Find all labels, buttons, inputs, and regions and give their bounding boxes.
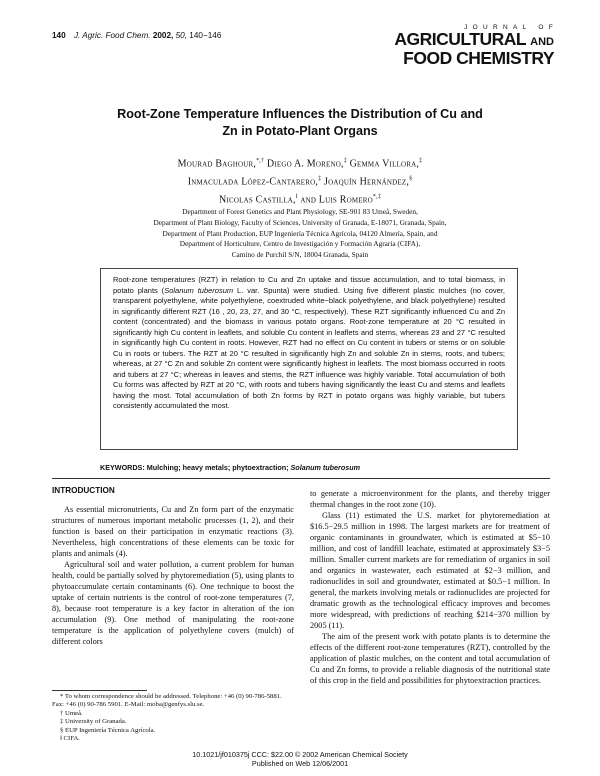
journal-volume: 50, xyxy=(175,31,187,40)
affiliation-line: Camino de Purchil S/N, 18004 Granada, Spain xyxy=(231,250,369,260)
keywords-text: Mulching; heavy metals; phytoextraction; xyxy=(146,463,289,472)
author-mark: *,‡ xyxy=(372,193,381,200)
affiliation-line: Department of Plant Biology, Faculty of Sciences, University of Granada, E-18071, Granada, Spain, xyxy=(153,217,447,227)
author-name: Mourad Baghour, xyxy=(177,158,257,170)
footnote-divider xyxy=(52,690,147,691)
journal-year: 2002, xyxy=(152,31,174,40)
body-paragraph: The aim of the present work with potato plants is to determine the effects of the different root-zone temperatures (RZT), controlled by the application of plastic mulches, on the content and total accumulation of Cu and Zn forms, to provide a reliable diagnosis of the nutritional state of this crop in the field and possibilities for phytoextraction practices. xyxy=(310,632,550,685)
logo-line-1: JOURNAL OF xyxy=(464,24,558,31)
affiliation-line: Department of Plant Production, EUP Ingeniería Técnica Agrícola, 04120 Almería, Spain, and xyxy=(162,228,438,238)
title-line-1: Root-Zone Temperature Influences the Distribution of Cu and xyxy=(117,107,483,121)
abstract-species: Solanum tuberosum xyxy=(164,285,234,295)
author-name: Joaquín Hernández, xyxy=(324,176,410,188)
abstract-box xyxy=(100,268,518,450)
section-heading: INTRODUCTION xyxy=(52,486,115,495)
right-column xyxy=(310,488,550,686)
doi-line: 10.1021/jf010375j CCC: $22.00 © 2002 American Chemical Society xyxy=(192,750,408,759)
keywords-label: KEYWORDS: xyxy=(100,463,145,472)
journal-pages: 140−146 xyxy=(189,31,222,40)
abstract-text-1: Root-zone temperatures (RZT) in relation to Cu and Zn uptake and tissue accumulation, and to total biomass, in potato plants ( xyxy=(113,275,505,295)
body-paragraph: Agricultural soil and water pollution, a current problem for human health, could be partially solved by phytoremediation (5), using plants to phytoaccumulate certain contaminants (6). One technique to boost the uptake of certain nutrients is the control of root-zone temperatures (7, 8), because root temperature is a key factor in alteration of the ion accumulation (9). One method of manipulating the root-zone temperature is the application of polyethylene covers (mulch) of different colors xyxy=(52,560,294,646)
divider xyxy=(52,478,550,479)
author-name: Diego A. Moreno, xyxy=(266,158,344,170)
affiliation-line: Department of Horticulture, Centro de Investigación y Formación Agraria (CIFA), xyxy=(179,239,421,249)
author-mark: ‖ xyxy=(295,193,298,200)
article-title xyxy=(60,106,540,140)
footnote: † Umeå. xyxy=(60,709,83,717)
title-line-2: Zn in Potato-Plant Organs xyxy=(222,124,378,138)
logo-and: AND xyxy=(530,36,554,48)
author-mark: *,† xyxy=(256,158,265,164)
affiliations xyxy=(60,207,540,261)
affiliation-line: Department of Forest Genetics and Plant Physiology, SE-901 83 Umeå, Sweden, xyxy=(182,207,418,216)
author-mark: ‡ xyxy=(318,175,322,182)
logo-agricultural: AGRICULTURAL xyxy=(394,29,526,49)
page-footer xyxy=(0,750,600,768)
footnotes xyxy=(52,693,294,743)
author-mark: ‡ xyxy=(343,158,347,164)
left-column xyxy=(52,486,294,647)
author-mark: § xyxy=(409,175,413,182)
footnote: * To whom correspondence should be addressed. Telephone: +46 (0) 90-786-5881. Fax: +46 (0) 90-786 5901. E-Mail: moba@genfys.slu.se. xyxy=(52,693,282,709)
body-paragraph: to generate a microenvironment for the plants, and thereby trigger thermal changes in the root zone (10). xyxy=(310,489,550,509)
author-list xyxy=(60,154,540,207)
body-paragraph: Glass (11) estimated the U.S. market for phytoremediation at $16.5−29.5 million in 1998. The largest markets are for treatment of organic contaminants in groundwater, which is estimated at $5−10 million, and cost of landfill leachate, estimated at approximately $3−5 million. Smaller current markets are for remediation of organics in soil and organics in wastewater, each estimated at $2−3 million, and radionuclides in soil and groundwater, estimated at $0.5−1 million. In general, the markets involving metals or radionuclides are projected for dramatic growth as the technological efficacy improves and becomes more widespread, with predictions of reaching $214−370 million by 2005 (11). xyxy=(310,511,550,630)
logo-line-3: FOOD CHEMISTRY xyxy=(403,48,554,68)
author-mark: ‡ xyxy=(419,158,423,164)
keywords-species: Solanum tuberosum xyxy=(290,463,361,472)
author-name: and Luis Romero xyxy=(300,193,373,205)
abstract-text-2: L. var. Spunta) were studied. Using five different plastic mulches (no cover, transparent polyethylene, white polyethylene, coextruded white−black polyethylene, and black polyethylene) resulted in significantly different RZT (16 , 20, 23, 27, and 30 °C, respectively). These RZT significantly influenced Cu and Zn content (concentrated) and the biomass in various potato organs. Root-zone temperature at 20 °C resulted in significantly high Cu content in leaflets, and soluble Cu content in leaflets and stems, whereas 23 and 27 °C resulted in significantly high Cu content in roots. However, RZT had no effect on Cu content in tubers or stems or on soluble Cu in roots or tubers. The RZT at 20 °C resulted in significantly high Zn and soluble Zn in stems, roots, and tubers; whereas, at 27 °C Zn and soluble Zn content were significantly highest in leaflets. The most biomass occurred in roots and tubers at 27 °C; whereas in leaves and stems, the RZT influence was highly variable. Total accumulation of both Cu forms was affected by RZT at 20 °C, with roots and tubers having significantly the least Cu and stems and leaflets having the most. Total accumulation of both Zn forms by RZT in potato organs was highly variable, but tubers consistently accumulated the most. xyxy=(113,285,506,410)
body-paragraph: As essential micronutrients, Cu and Zn form part of the enzymatic structures of numerous important metabolic processes (1, 2), and their function is based on their participation in enzymatic reactions (3). Nevertheless, high concentrations of these elements can be toxic for plants and animals (4). xyxy=(52,505,294,558)
footnote: ‖ CIFA. xyxy=(60,735,80,743)
keywords xyxy=(100,463,360,472)
author-name: Gemma Villora, xyxy=(349,158,420,170)
journal-abbrev: J. Agric. Food Chem. xyxy=(73,31,151,40)
running-head xyxy=(52,31,221,40)
footnote: ‡ University of Granada. xyxy=(60,718,127,726)
journal-logo xyxy=(394,24,558,68)
footnote: § EUP Ingeniería Técnica Agrícola. xyxy=(60,726,156,734)
publication-date: Published on Web 12/06/2001 xyxy=(251,759,349,768)
author-name: Nicolas Castilla, xyxy=(219,193,296,205)
author-name: Inmaculada López-Cantarero, xyxy=(187,176,319,188)
page-number: 140 xyxy=(52,31,66,40)
